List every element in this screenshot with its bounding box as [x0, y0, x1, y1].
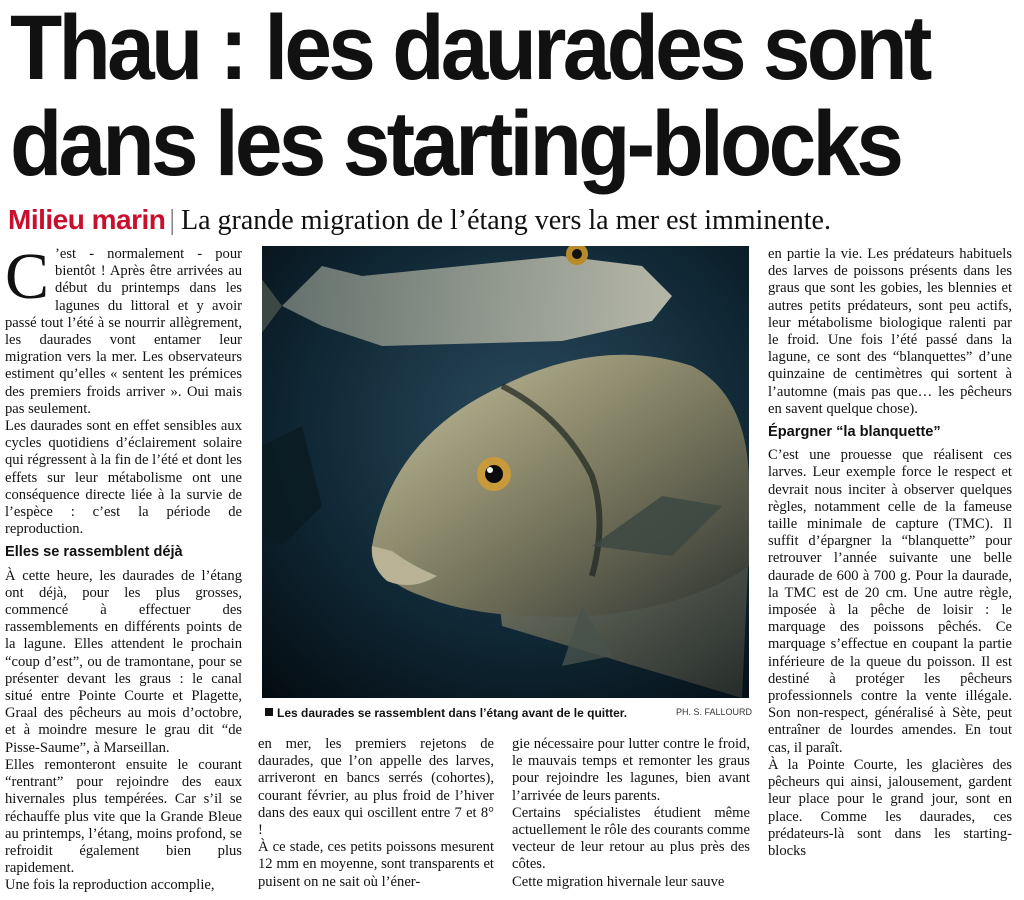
kicker-separator: | [169, 205, 175, 236]
article-paragraph: Cette migration hivernale leur sauve [512, 873, 725, 890]
section-heading: Épargner “la blanquette” [768, 424, 941, 441]
article-paragraph: À cette heure, les daurades de l’étang ont déjà, pour les plus grosses, commencé à effectuer des rassemblements en différents points de la lagune. Elles attendent le prochain “coup d’est”, ou de tramontane, pour se présenter devant les graus : le canal situé entre Pointe Courte et Plagette, Graal des pêcheurs au mois d’octobre, et à moindre mesure le grau dit “de Pisse-Saume”, à Marseillan. [5, 567, 242, 756]
fish-photo [262, 246, 749, 698]
article-column-4 [768, 246, 1012, 860]
article-paragraph: À ce stade, ces petits poissons mesurent 12 mm en moyenne, sont transparents et puisent on ne sait où l’éner- [258, 839, 494, 890]
kicker [8, 202, 1018, 239]
section-heading: Elles se rassemblent déjà [5, 544, 183, 561]
article-paragraph: en partie la vie. Les prédateurs habituels des larves de poissons présents dans les graus que sont les gobies, les blennies et autres petits prédateurs, sont peu actifs, leur métabolisme biologique ralenti par le froid. Une fois l’été passé dans la lagune, ce sont des “blanquettes” d’une quinzaine de centimètres qui sortent à l’automne (mais pas que… les pêcheurs en savent quelque chose). [768, 246, 1012, 417]
photo-credit: PH. S. FALLOURD [675, 707, 752, 717]
drop-cap: C [5, 240, 50, 313]
headline: Thau : les daurades sont dans les starting-blocks [10, 0, 929, 195]
article-paragraph: Une fois la reproduction accomplie, [5, 877, 215, 894]
article-paragraph: gie nécessaire pour lutter contre le froid, le mauvais temps et remonter les graus pour rejoindre les lagunes, bien avant l’arrivée de leurs parents. [512, 736, 750, 804]
article-paragraph: À la Pointe Courte, les glacières des pêcheurs qui ainsi, jalousement, gardent leur place pour le grand jour, sont en place. Comme les daurades, ces prédateurs-là sont dans les starting-blocks [768, 756, 1012, 859]
article-paragraph: C ’est - normalement - pour bientôt ! Après être arrivées au début du printemps dans les lagunes du littoral et y avoir passé tout l’été à se nourrir allègrement, les daurades vont entamer leur migration vers la mer. Les observateurs estiment qu’elles « sentent les prémices des premiers froids arriver ». Oui mais pas seulement. [5, 240, 242, 417]
caption-bullet-icon [265, 708, 273, 716]
article-paragraph: en mer, les premiers rejetons de daurades, que l’on appelle des larves, arriveront en bancs serrés (cohortes), courant février, au plus froid de l’hiver dans des eaux qui oscillent entre 7 et 8° ! [258, 736, 494, 839]
article-column-1 [5, 240, 242, 895]
article-column-3 [512, 736, 750, 891]
daurade-fish-image [262, 246, 749, 698]
subheadline: La grande migration de l’étang vers la mer est imminente. [180, 205, 831, 236]
article-paragraph: Elles remonteront ensuite le courant “rentrant” pour rejoindre des eaux hivernales plus tempérées. Car s’il se réchauffe plus vite que la Grande Bleue au printemps, l’étang, moins profond, se refroidit également bien plus rapidement. [5, 756, 242, 877]
section-rubric: Milieu marin [8, 204, 166, 235]
photo-caption: Les daurades se rassemblent dans l’étang avant de le quitter. [265, 705, 749, 721]
article-column-2 [258, 736, 494, 891]
article-paragraph: Les daurades sont en effet sensibles aux cycles quotidiens d’éclairement solaire qui régressent à la fin de l’été et dont les effets sur leur métabolisme ont une conséquence directe liée à la survie de l’espèce : c’est la période de reproduction. [5, 418, 242, 538]
article-paragraph: Certains spécialistes étudient même actuellement le rôle des courants comme vecteur de leur retour au plus près des côtes. [512, 804, 750, 873]
article-paragraph: C’est une prouesse que réalisent ces larves. Leur exemple force le respect et devrait nous inciter à observer quelques règles, notamment celle de la fameuse taille minimale de capture (TMC). Il suffit d’épargner la “blanquette” pour retrouver l’année suivante une belle daurade de 600 à 700 g. Pour la daurade, la TMC est de 20 cm. Une autre règle, imposée à la pêche de loisir : le marquage des poissons pêchés. Ce marquage s’effectue en coupant la partie inférieure de la queue du poisson. Il est destiné à protéger les pêcheurs professionnels contre la vente illégale. Son non-respect, généralisé à Sète, peut entraîner de lourdes amendes. En tout cas, il paraît. [768, 447, 1012, 756]
